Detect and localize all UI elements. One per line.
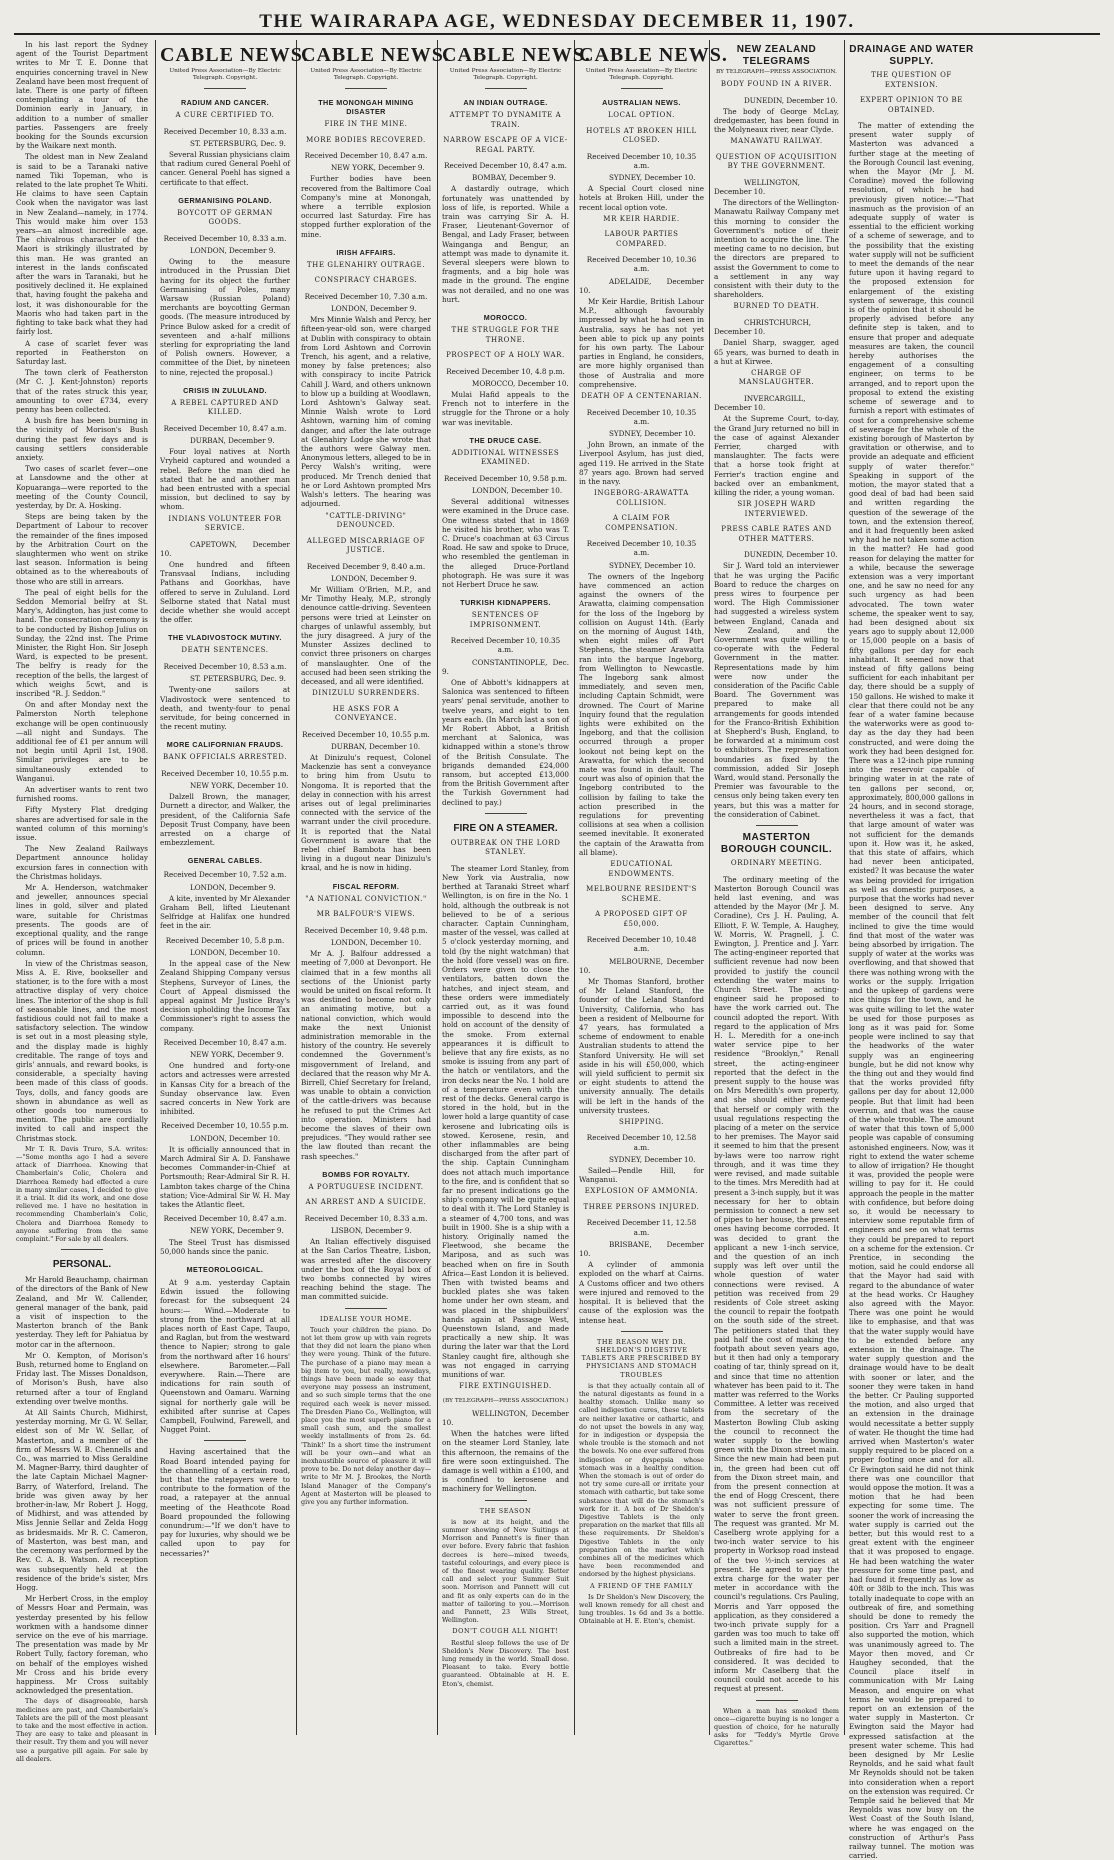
received-dateline: Received December 11, 12.58 a.m. [586,1218,697,1237]
article-paragraph: The matter of extending the present water supply of Masterton was advanced a further stage at the meeting of the Borough Council last evening, when the Mayor (Mr J. M. Coradine) moved the following resolution, of which he had previously given notice:—"That inasmuch as the provision of an adequate supply of water is essential to the efficient working of a scheme of sewerage, and to the possibility that the existing water supply will not be sufficient to meet the demands of the near future upon it having regard to the proposed extension for enlargement of the existing system of sewerage, this council is of the opinion that it should be properly advised before any definite step is taken, and to ensure that proper and adequate measures are taken, the council hereby authorises the engagement of a consulting engineer, on terms to be arranged, and to report upon the proposal to extend the existing scheme of sewerage and to furnish a report with estimates of cost for a comprehensive scheme of sewerage for the whole of the existing borough of Masterton by gravitation or otherwise, and to provide an adequate and efficient supply of water therefor." Speaking in support of the motion, the mayor stated that a good deal of bad had been said and written regarding the question of the sewerage of the town, and the extension thereof, and it had frequently been asked why had he not taken some action in the matter? He had good reason for delaying the matter for a while, because the sewerage extension was a very important one, and he saw no need for any such urgency as had been advocated. The town water scheme, the speaker went to say, had been designed about six years ago to supply about 12,000 or 15,000 people on a basis of fifty gallons per day for each inhabitant. It seemed now that instead of fifty gallons being sufficient for each inhabitant per day, there should be a supply of 150 gallons. He wished to make it clear that there could not be any fear of a water famine because the waterworks were as good to-day as the day they had been constructed, and were doing the work they had been designed for. There was a 12-inch pipe running into the reservoir capable of bringing water in at the rate of ten gallons per second, or, approximately, 800,000 gallons in 24 hours, and in second storage, nevertheless it was a fact, that that large amount of water was not sufficient for the demands upon it. How was it, he asked, that this state of affairs, which had never been anticipated, existed? It was because the water was being provided for irrigation as well as domestic purposes, a purpose that the works had never been designed to serve. Any member of the council that felt inclined to give the time would find that most of the water was being absorbed by irrigation. The supply of water at the works was overflowing, and that showed that there was nothing wrong with the works or the supply. Irrigation and the upkeep of gardens were nice things for the town, and he was quite willing to let the water be used for those purposes as long as it was paid for. Some people were inclined to say that the headworks of the water supply was an engineering bungle, but he did not know why the thing out and they would find that the works provided fifty gallons per day for about 12,000 people. But that limit had been overrun, and that was the cause of the whole trouble. The amount of water that this town of 5,000 people was capable of consuming astonished engineers. Now, was it right to extend the water scheme to allow of irrigation? He thought it was, provided the people were willing to pay for it. He could approach the people in the matter with confidence, but before doing so, it would be necessary to interview some reputable firm of engineers and see on what terms they could be prepared to report on a scheme for the extension. Cr Prentice, in seconding the motion, said he could endorse all that the Mayor had said with regard to the abundance of water at the head works. Cr Haughey also agreed with the Mayor. There was one point he would like to emphasise, and that was that the water supply would have to be extended before any extension in the drainage. The water supply question and the drainage would have to be dealt with sooner or later, and the sooner they were taken in hand the better. Cr Pauling supported the motion, and also urged that an extension in the drainage would necessitate a better supply of water. He thought the time had arrived when Masterton's water supply required to be placed on a proper footing once and for all. Cr Ewington said he did not think there was one councillor that would oppose the motion. It was a motion that he had been expecting for some time. The sooner the work of increasing the water supply is carried out the better, but this would rest to a great extent with the engineer that it was proposed to engage. He had been watching the water pressure for some time past, and had found it frequently as low as 40ft or 38lb to the inch. This was totally inadequate to cope with an outbreak of fire, and something should be done to remedy the position. Crs Yarr and Pragnell also supported the motion, which was unanimously agreed to. The Mayor then moved, and Cr Haughey seconded, that the Council place itself in communication with Mr Laing Meason, and enquire on what terms he would be prepared to report on an extension of the water supply in Masterton. Cr Ewington said the Mayor had expressed satisfaction at the present water scheme. This had been designed by Mr Leslie Reynolds, and he said what fault Mr Reynolds should not be taken into consideration when a report on the extension was required. Cr Temple said he believed that Mr Reynolds was now busy on the West Coast of the South Island, where he was engaged on the construction of Arthur's Pass railway tunnel. The motion was carried. [849,121,974,1860]
received-dateline: Received December 10, 9.48 p.m. [304,925,428,935]
article-subheading: PRESS CABLE RATES AND OTHER MATTERS. [721,525,832,543]
received-dateline: Received December 10, 10.55 p.m. [161,1121,289,1131]
article-subheading: THE QUESTION OF EXTENSION. [871,71,952,89]
article-subheading: DEATH OF A CENTENARIAN. [581,392,702,401]
received-dateline: Received December 10, 7.52 a.m. [163,870,287,880]
separator-rule [61,1249,103,1250]
article-paragraph: One of Abbott's kidnappers at Salonica was sentenced to fifteen years' penal servitude, another to twelve years, and eight to ten years each. (In March last a son of Mr Robert Abbot, a British merchant at Salonica, was kidnapped within a stone's throw of the British Consulate. The brigands demanded £24,000 ransom, but accepted £13,000 from the British Government after the Turkish Government had declined to pay.) [442,678,569,807]
article-subheading: PROSPECT OF A HOLY WAR. [446,351,565,360]
dateline-place: MELBOURNE, December 10. [579,956,704,975]
press-credit: United Press Association—By Electric Telegraph. Copyright. [169,68,281,81]
article-heading: GENERAL CABLES. [187,856,263,866]
article-paragraph: A Special Court closed nine hotels at Broken Hill, under the recent local option vote. [579,184,704,212]
advertisement-text: Restful sleep follows the use of Dr Sheldon's New Discovery. The best lung remedy in the world. Small dose. Pleasant to take. Every bottle guaranteed. Obtainable at H. E. Eton's, chemist. [442,1638,569,1688]
article-subheading: MELBOURNE RESIDENT'S SCHEME. [586,885,697,903]
article-subheading: NARROW ESCAPE OF A VICE-REGAL PARTY. [443,136,568,154]
received-dateline: Received December 10, 10.35 a.m. [450,636,561,655]
column-divider [574,40,575,1735]
article-subheading: MANAWATU RAILWAY. [730,137,823,146]
column-7 [849,40,1099,1860]
masthead-rule [14,33,1100,35]
article-paragraph: At 9 a.m. yesterday Captain Edwin issued the following forecast for the subsequent 24 hours:— Wind.—Moderate to strong from the northward at all places north of East Cape, Taupo, and Raglan, but from the westward thence to Napier; strong to gale from the northward after 16 hours' elsewhere. Barometer.—Fall everywhere. Rain.—There are indications for rain south of Queenstown and Oamaru. Warning signal for northerly gale will be exhibited after sunrise at Capes Campbell, Foulwind, Farewell, and Nugget Point. [160,1277,290,1435]
received-dateline: Received December 10, 8.47 a.m. [163,1214,287,1224]
council-heading: MASTERTON BOROUGH COUNCIL. [720,832,833,856]
article-paragraph: Daniel Sharp, swagger, aged 65 years, was burned to death in a hut at Kirwee. [714,338,839,366]
dateline-place: WELLINGTON, December 10. [714,177,800,197]
advertisement-text: Mr T. R. Davis Truro, S.A. writes:—"Some months ago I had a severe attack of Diarrhoea. Knowing that Chamberlain's Colic, Cholera and Diarrhoea Remedy had effected a cure in many similar cases, I decided to give it a trial. It did its work, and one dose relieved me. I have no hesitation in recommending Chamberlain's Colic, Cholera and Diarrhoea Remedy to anyone suffering from the same complaint." For sale by all dealers. [16,1144,148,1243]
separator-rule [485,1500,527,1501]
article-subheading: "A NATIONAL CONVICTION." [305,894,427,903]
press-credit: United Press Association—By Electric Telegraph. Copyright. [585,68,698,81]
article-subheading: A PROPOSED GIFT OF £50,000. [595,910,688,928]
column-divider [155,40,156,1735]
article-paragraph: Mr A. Henderson, watchmaker and jeweller, announces special lines in gold, silver and plated ware, suitable for Christmas presents. The goods are of exceptional quality, and the range of prices will be found in another column. [16,883,148,957]
separator-rule [204,88,246,89]
dateline-place: LONDON, December 9. [190,245,276,255]
dateline-place: SYDNEY, December 10. [609,428,696,438]
received-dateline: Received December 10, 10.35 a.m. [586,407,697,426]
article-paragraph: The steamer Lord Stanley, from New York via Australia, now berthed at Taranaki Street wharf Wellington, is on fire in the No. 1 hold, although the outbreak is not believed to be of a serious character. Captain Cunningham, master of the vessel, was called at 5 o'clock yesterday morning, and told (by the night watchman) that the hold (fore vessel) was on fire. Orders were given to close the ventilators, batten down the hatches, and inject steam, and these orders were immediately carried out, as it was found impossible to descend into the hold on account of the density of the smoke. From external appearances it is difficult to believe that any fire exists, as no smoke is issuing from any part of the hatch or ventilators, and the iron decks near the No. 1 hold are of a temperature even with the rest of the decks. General cargo is stored in the hold, but in the lower hold a large quantity of case kerosene and lubricating oils is stowed. Kerosene, resin, and other inflammables are being discharged from the after part of the ship. Captain Cunningham does not attach much importance to the fire, and is confident that so far no present indications go the ship's company will be quite equal to deal with it. The Lord Stanley is a steamer of 4,700 tons, and was built in 1900. She is a ship with a history. Originally named the Fleetwood, she became the Mariposa, and as such was beached when on fire in South Africa—East London it is believed. Then with twisted beams and buckled plates she was taken home under her own steam, and was placed in the shipbuilders' hands again at Passage West, Queenstown Island, and made practically a new ship. It was during the later war that the Lord Stanley caught fire, although she was not engaged in carrying munitions of war. [442,863,569,1380]
article-heading: MORE CALIFORNIAN FRAUDS. [166,740,284,750]
received-dateline: Received December 10, 8.47 a.m. [163,423,287,433]
cable-news-heading: CABLE NEWS. [301,44,450,66]
dateline-place: CAPETOWN, December 10. [160,539,290,558]
advertisement-heading: A FRIEND OF THE FAMILY [590,1581,693,1590]
column-1 [16,40,148,1763]
article-subheading: HOTELS AT BROKEN HILL CLOSED. [586,126,697,144]
article-subheading: "CATTLE-DRIVING" DENOUNCED. [325,511,407,529]
received-dateline: Received December 10, 8.47 a.m. [444,161,567,170]
dateline-place: NEW YORK, December 9. [190,1049,284,1059]
dateline-place: DURBAN, December 10. [331,741,421,751]
article-paragraph: Mr Harold Beauchamp, chairman of the directors of the Bank of New Zealand, and Mr W. Callender, general manager of the bank, paid a visit of inspection to the Masterton branch of the Bank yesterday. They left for Pahiatua by motor car in the afternoon. [16,1275,148,1349]
dateline-place: LONDON, December 9. [190,882,276,892]
article-paragraph: John Brown, an inmate of the Liverpool Asylum, has just died, aged 119. He arrived in the State 87 years ago. Brown had served in the navy. [579,440,704,486]
article-paragraph: In the appeal case of the New Zealand Shipping Company versus Stephens, Surveyor of Lines, the Court of Appeal dismissed the appeal against Mr Justice Bray's decision upholding the Income Tax Commissioner's right to assess the company. [160,959,290,1033]
article-paragraph: The town clerk of Featherston (Mr C. J. Kent-Johnston) reports that of the rates struck this year, amounting to over £734, every penny has been collected. [16,368,148,414]
article-paragraph: A cylinder of ammonia exploded on the wharf at Cairns. A Customs officer and two others were injured and removed to the hospital. It is believed that the cause of the explosion was the intense heat. [579,1260,704,1325]
column-2 [160,40,309,1739]
article-subheading: ATTEMPT TO DYNAMITE A TRAIN. [449,111,562,129]
received-dateline: Received December 10, 9.58 p.m. [443,473,568,483]
received-dateline: Received December 10, 10.48 a.m. [586,935,697,954]
drainage-heading: DRAINAGE AND WATER SUPPLY. [849,44,974,67]
article-heading: THE VLADIVOSTOCK MUTINY. [168,633,282,643]
article-subheading: CHARGE OF MANSLAUGHTER. [738,368,815,387]
article-paragraph: In his last report the Sydney agent of the Tourist Department writes to Mr T. E. Donne that enquiries concerning travel in New Zealand have been most frequent of late. There is one party of fifteen contemplating a tour of the Dominion early in January, in addition to a number of smaller parties. Passengers are freely booking for the Sounds excursion by the Waikare next month. [16,40,148,151]
article-paragraph: Sir J. Ward told an interviewer that he was urging the Pacific Board to reduce the charges on press wires to fourpence per word. The High Commissioner had suggested a wireless system between England, Canada and New Zealand, and the Government was quite willing to co-operate with the Federal Government in the matter. Representations made by him were now under the consideration of the Pacific Cable Board. The Government was prepared to make all arrangements for goods intended for the Franco-British Exhibition at Shepherd's Bush, England, to be forwarded at a minimum cost to exhibitors. The representation boundaries as fixed by the commission, added Sir Joseph Ward, would stand. Personally the Premier was favourable to the census only being taken every ten years, but this was a matter for the consideration of Cabinet. [714,561,839,819]
article-heading: GERMANISING POLAND. [178,195,272,205]
article-subheading: FIRE IN THE MINE. [324,120,408,128]
article-heading: AUSTRALIAN NEWS. [602,98,681,107]
article-paragraph: The Steel Trust has dismissed 50,000 hands since the panic. [160,1237,290,1256]
dateline-place: NEW YORK, December 9. [190,1226,284,1236]
article-subheading: A PORTUGUESE INCIDENT. [308,1182,424,1191]
article-paragraph: Two cases of scarlet fever—one at Lansdowne and the other at Kopuaranga—were reported to the meeting of the County Council, yesterday, by Dr. A. Hosking. [16,464,148,510]
article-heading: CRISIS IN ZULULAND. [183,385,267,395]
advertisement-text: When a man has smoked them once—cigarette buying is no longer a question of choice, for he naturally asks for "Teddy's Myrtle Grove Cigarettes." [714,1706,839,1748]
article-paragraph: Four loyal natives at North Vryheid captured and wounded a rebel. Before the man died he stated that he and another man had been entrusted with a special mission, but declined to say by whom. [160,447,290,512]
article-subheading: BANK OFFICIALS ARRESTED. [162,753,288,762]
dateline-place: SYDNEY, December 10. [609,172,696,182]
column-4 [442,40,591,1739]
dateline-place: BRISBANE, December 10. [579,1239,704,1259]
dateline-place: CONSTANTINOPLE, Dec. 9. [442,657,569,676]
article-paragraph: Steps are being taken by the Department of Labour to recover the remainder of the fines imposed by the Arbitration Court on the slaughtermen who went on strike last season. Information is being obtained as to the whereabouts of those who are still in arrears. [16,512,148,586]
received-dateline: Received December 10, 8.33 a.m. [163,126,287,136]
article-paragraph: Owing to the measure introduced in the Prussian Diet having for its object the further Germanising of Poles, many Warsaw (Russian Poland) merchants are boycotting German goods. (The measure introduced by Prince Bulow asked for a credit of seventeen and a-half millions sterling for expropriating the land of Polish owners. However, a committee of the Diet, by nineteen to nine, rejected the proposal.) [160,257,290,377]
dateline-place: ST. PETERSBURG, Dec. 9. [190,674,286,684]
article-paragraph: One hundred and forty-one actors and actresses were arrested in Kansas City for a breach of the Sunday observance law. Even sacred concerts in New York are inhibited. [160,1061,290,1117]
article-paragraph: When the hatches were lifted on the steamer Lord Stanley, late this afternoon, the remains of the fire were soon extinguished. The damage is well within a £100, and is confined to kerosene and machinery for Wellington. [442,1429,569,1494]
article-subheading: MR BALFOUR'S VIEWS. [316,910,416,919]
article-heading: THE MONONGAH MINING DISASTER [318,98,414,116]
separator-rule [204,1440,246,1441]
advertisement-text: Is Dr Sheldon's New Discovery, the well known remedy for all chest and lung troubles. 1s 6d and 3s a bottle. Obtainable at H. E. Eton's, chemist. [579,1592,704,1626]
article-paragraph: Dalzell Brown, the manager, Durnett a director, and Walker, the president, of the California Safe Deposit Trust Company, have been arrested on a charge of embezzlement. [160,792,290,848]
article-subheading: THE STRUGGLE FOR THE THRONE. [451,326,560,344]
column-divider [296,40,297,1735]
column-6 [714,40,839,1748]
article-subheading: DINIZULU SURRENDERS. [312,689,420,698]
article-paragraph: The oldest man in New Zealand is said to be a Taranaki native named Tiki Topeman, who is related to the late prophet Te Whiti. He claims to have seen Captain Cook when the navigator was last in New Zealand—namely, in 1774. This would make him over 153 years—an almost incredible age. The chivalrous character of the Maori is strikingly illustrated by this man. He was granted an interest in the lands confiscated after the wars in Taranaki, but he positively declined it. He explained that, having fought the pakeha and lost, it was dishonourable for the Maoris who had taken part in the fighting to take back what they had fairly lost. [16,152,148,337]
received-dateline: Received December 10, 4.8 p.m. [446,366,565,376]
received-dateline: Received December 10, 8.53 a.m. [163,661,287,671]
dateline-place: NEW YORK, December 10. [190,781,289,791]
article-subheading: ORDINARY MEETING. [730,859,823,868]
column-divider [437,40,438,1735]
article-paragraph: Mulai Hafid appeals to the French not to interfere in the struggle for the Throne or a holy war was inevitable. [442,389,569,427]
article-subheading: MR KEIR HARDIE. [603,214,680,223]
article-subheading: LOCAL OPTION. [608,111,675,119]
dateline-place: ADELAIDE, December 10. [579,276,704,295]
article-heading: IRISH AFFAIRS. [336,247,396,257]
article-subheading: LABOUR PARTIES COMPARED. [604,230,679,248]
dateline-place: NEW YORK, December 9. [331,163,425,173]
article-subheading: HE ASKS FOR A CONVEYANCE. [332,704,400,723]
advertisement-heading: IDEALISE YOUR HOME. [320,1314,412,1323]
article-paragraph: A dastardly outrage, which fortunately was unattended by loss of life, is reported. While a train was carrying Sir A. H. Fraser, Lieutenant-Governor of Bengal, and Lady Fraser, between Wainganga and Bengur, an attempt was made to dynamite it. Several sleepers were blown to fragments, and a big hole was made in the ground. The engine was not derailed, and no one was hurt. [442,184,569,304]
advertisement-heading: DON'T COUGH ALL NIGHT! [452,1627,559,1636]
dateline-place: INVERCARGILL, December 10. [714,393,806,413]
masthead-title: THE WAIRARAPA AGE, WEDNESDAY DECEMBER 11, 1907. [259,11,855,32]
article-paragraph: A case of scarlet fever was reported in Featherston on Saturday last. [16,338,148,366]
article-paragraph: Several additional witnesses were examined in the Druce case. One witness stated that in 1869 he visited his brother, who was T. C. Druce's coachman at 63 Circus Road. He saw and spoke to Druce, who resembled the gentleman in the alleged Druce-Portland photograph. He was sure it was not Herbert Druce he saw. [442,497,569,589]
dateline-place: DUNEDIN, December 10. [744,550,838,560]
article-heading: FIRE ON A STEAMER. [453,822,558,834]
article-paragraph: On and after Monday next the Palmerston North telephone exchange will be open continuously—all night and Sundays. The additional fee of £1 per annum will not begin until April 1st, 1908. Similar privileges are to be simultaneously extended to Wanganui. [16,700,148,783]
nz-telegrams-heading: NEW ZEALAND TELEGRAMS [736,44,817,67]
article-subheading: MORE BODIES RECOVERED. [306,135,426,144]
advertisement-text: The days of disagreeable, harsh medicines are past, and Chamberlain's Tablets are the pill of the most pleasant to take and the most effective in action. They are easy to take and pleasant in their result. Try them and you will never use a purgative pill again. For sale by all dealers. [16,1697,148,1763]
dateline-place: SYDNEY, December 10. [609,560,696,570]
article-heading: THE DRUCE CASE. [469,435,542,445]
article-subheading: ADDITIONAL WITNESSES EXAMINED. [451,448,560,467]
article-paragraph: Mr O. Kempton, of Morison's Bush, returned home to England on Friday last. The Misses Donaldson, of Morison's Bush, have also returned after a tour of England extending over twelve months. [16,1350,148,1406]
press-credit: United Press Association—By Electric Telegraph. Copyright. [449,68,562,81]
cable-news-heading: CABLE NEWS. [579,44,728,66]
received-dateline: Received December 10, 8.33 a.m. [163,233,287,243]
article-subheading: SIR JOSEPH WARD INTERVIEWED. [737,500,816,518]
press-credit: United Press Association—By Electric Telegraph. Copyright. [310,68,422,81]
advertisement-text: Touch your children the piano. Do not let them grow up with vain regrets that they did not learn the piano when they were young. Think of the future. The purchase of a piano may mean a big item to you, but really, nowadays, things have been made so easy that everyone may possess an instrument, and so such simple terms that the one required each week is never missed. The Dresden Piano Co., Wellington, will place you the most superb piano for a small cash sum, and the smallest weekly installments of from 2s. 6d. 'Think!' In a short time the instrument will be your own—and what an inexhaustible source of pleasure it will prove to be. Do not delay another day—write to Mr M. J. Brookes, the North Island Manager of the Company's Agent at Masterton will be pleased to give you any further information. [301,1325,431,1507]
article-heading: BOMBS FOR ROYALTY. [322,1169,410,1179]
article-paragraph: Mr Herbert Cross, in the employ of Messrs Hoar and Permain, was yesterday presented by his fellow workmen with a handsome dinner service on the eve of his marriage. The presentation was made by Mr Robert Tully, factory foreman, who on behalf of the employes wished Mr Cross and his bride every happiness. Mr Cross suitably acknowledged the presentation. [16,1594,148,1696]
dateline-place: LONDON, December 9. [331,304,417,314]
article-paragraph: The peal of eight bells for the Seddon Memorial belfry at St. Mary's, Addington, has just come to hand. The consecration ceremony is to be conducted by Bishop Julius on Sunday, the 22nd inst. The Prime Minister, the Right Hon. Sir Joseph Ward, is expected to be present. The belfry is ready for the reception of the bells, the largest of which weighs 5cwt, and is inscribed "R. J. Seddon." [16,587,148,699]
dateline-place: LONDON, December 10. [190,1133,281,1143]
section-heading-personal: PERSONAL. [52,1259,112,1271]
article-subheading: A CURE CERTIFIED TO. [175,111,275,119]
dateline-place: WELLINGTON, December 10. [442,1408,569,1427]
separator-rule [756,1700,798,1701]
press-credit: BY TELEGRAPH—PRESS ASSOCIATION. [716,69,837,75]
separator-rule [345,1308,387,1309]
column-divider [709,40,710,1735]
article-heading: TURKISH KIDNAPPERS. [460,598,551,608]
dateline-place: DURBAN, December 9. [190,435,275,445]
received-dateline: Received December 10, 5.8 p.m. [165,935,285,945]
dateline-place: BOMBAY, December 9. [472,173,556,183]
article-paragraph: The directors of the Wellington-Manawatu Railway Company met this morning to consider the Government's notice of their intention to acquire the line. The meeting came to no decision, but the directors are prepared to assist the Government to come to a settlement in any way consistent with their duty to the shareholders. [714,198,839,300]
received-dateline: Received December 10, 10.35 a.m. [586,151,697,170]
article-subheading: OUTBREAK ON THE LORD STANLEY. [450,838,561,857]
received-dateline: Received December 10, 10.55 p.m. [302,729,430,739]
dateline-place: LISBON, December 9. [331,1225,412,1235]
article-paragraph: The ordinary meeting of the Masterton Borough Council was held last evening, and was attended by the Mayor (Mr J. M. Coradine), Crs J. H. Pauling, A. Elliott, F. W. Temple, A. Haughey, W. Morris, W. Pragnell, J. C. Ewington, J. Prentice and J. Yarr. The acting-engineer reported that sufficient revenue had now been provided to justify the council extending the water mains to Church Street. The acting-engineer said he proposed to have the work carried out. The council adopted the report. With regard to the application of Mrs H. L. Meredith for a one-inch water service pipe to her residence "Brooklyn," Renall street, the acting-engineer reported that the defect in the present supply to the house was on Mrs Meredith's own property, and she should either remedy that herself or comply with the usual regulations respecting the placing of a meter on the service to her premises. The Mayor said it seemed to him that the present by-laws were too narrow right through, and it was time they were revised, and made suitable to the times. Mrs Meredith had at present a 3-inch supply, but it was necessary for her to obtain permission to connect a new set of pipes to her house, the present ones having become corroded. It was decided to grant the applicant a new 1-inch service, and the question of an inch supply was left over until the whole question of water connections were revised. A petition was received from 29 residents of Cole street asking the council to repair the footpath on the south side of the street. The petitioners stated that they paid half the cost of making the footpath about seven years ago, but it then had only a temporary coating of tar, thinly spread on it, and since that time no attention whatever has been paid to it. The matter was referred to the Works Committee. A letter was received from the secretary of the Masterton Bowling Club asking the council to reconnect the water supply to the bowling green with the Dixon street main. Since the new main had been put in, the green had been cut off from the Dixon street main, and from the present connection at the end of Hogg Crescent, there was not sufficient pressure of water to serve the front green. The request was granted. Mr M. Caselberg wrote applying for a two-inch water service to his property in Worksop road instead of the two ½-inch services at present. He agreed to pay the extra charge for the water per meter in accordance with the council's regulations. Crs Pauling, Morris and Yarr opposed the application, as they considered a two-inch private supply for a garden was too much to take off such a limited main in the street. Outbreaks of fire had to be considered. It was decided to inform Mr Caselberg that the council could not accede to his request at present. [714,874,839,1694]
article-subheading: A REBEL CAPTURED AND KILLED. [171,398,279,417]
article-subheading: INDIANS VOLUNTEER FOR SERVICE. [168,514,282,533]
article-paragraph: At the Supreme Court, to-day, the Grand Jury returned no bill in the case of against Alexander Ferrier, charged with manslaughter. The facts were that a horse took fright at Ferrier's traction engine and backed over an embankment, killing the rider, a young woman. [714,414,839,497]
article-paragraph: Several Russian physicians claim that radium cured General Poehl of cancer. General Poehl has signed a certificate to that effect. [160,149,290,187]
dateline-place: LONDON, December 10. [190,947,281,957]
article-paragraph: An advertiser wants to rent two furnished rooms. [16,785,148,804]
received-dateline: Received December 10, 10.55 p.m. [161,768,289,778]
article-paragraph: A bush fire has been burning in the vicinity of Morison's Bush during the past few days and is causing settlers considerable anxiety. [16,416,148,462]
article-paragraph: Further bodies have been recovered from the Baltimore Coal Company's mine at Monongah, where a terrible explosion occurred last Saturday. Fire has stopped further exploration of the mine. [301,174,431,239]
article-paragraph: Mrs Minnie Walsh and Percy, her fifteen-year-old son, were charged at Dublin with conspiracy to obtain from Lord Ashtown and Corrovin Trench, his agent, and a relative, money by false pretences; also with conspiracy to incite Patrick Cahill J. Ward, and others unknown to blow up a building at Woodlawn, Lord Ashtown's Galway seat. Minnie Walsh wrote to Lord Ashtown, warning him of coming danger, and after the late outrage at Glenahiry Lodge she wrote that the authors were Galway men. Anonymous letters, alleged to be in Percy Walsh's writing, were produced. Mr Trench denied that he or Lord Ashtown prompted Mrs Walsh's letters. The hearing was adjourned. [301,315,431,509]
article-subheading: AN ARREST AND A SUICIDE. [305,1198,427,1207]
dateline-place: DUNEDIN, December 10. [744,95,838,105]
received-dateline: Received December 9, 8.40 a.m. [306,561,426,571]
advertisement-heading: THE REASON WHY DR. SHELDON'S DIGESTIVE TABLETS ARE PRESCRIBED BY PHYSICIANS AND STOMACH TROUBLES [581,1337,702,1379]
article-paragraph: The body of George McLay, dredgemaster, has been found in the Molyneaux river, near Clyde. [714,106,839,135]
separator-rule [345,88,387,89]
received-dateline: Received December 10, 8.33 a.m. [304,1213,428,1223]
separator-rule [485,88,527,89]
article-paragraph: At All Saints Church, Midhirst, yesterday morning, Mr G. W. Sellar, eldest son of Mr W. Sellar, of Masterton, and a member of the firm of Messrs W. B. Chennells and Co., was married to Miss Geraldine M. Magner-Barry, third daughter of the late Captain Michael Magner-Barry, of Waterford, Ireland. The bride was given away by her brother-in-law, Mr Robert J. Hogg, of Midhirst, and was attended by Miss Jennie Sellar and Zelda Hogg as bridesmaids. Mr R. C. Cameron, of Masterton, was best man, and the ceremony was performed by the Rev. C. A. B. Watson. A reception was subsequently held at the residence of the bride's sister, Mrs Hogg. [16,1408,148,1592]
separator-rule [756,825,798,826]
article-paragraph: Having ascertained that the Road Board intended paying for the channelling of a certain road, but that the ratepayers were to contribute to the formation of the road, a ratepayer at the annual meeting of the Heathcote Road Board propounded the following conundrum:—"If we don't have to pay for luxuries, why should we be called upon to pay for necessaries?" [160,1447,290,1558]
article-subheading: THREE PERSONS INJURED. [583,1202,700,1211]
press-credit: (BY TELEGRAPH—PRESS ASSOCIATION.) [442,1397,569,1404]
masthead [0,0,1114,34]
article-paragraph: Fifty Mystery Flat dredging shares are advertised for sale in the wanted column of this morning's issue. [16,805,148,843]
article-paragraph: It is officially announced that in March Admiral Sir A. D. Fanshawe becomes Commander-in-Chief at Portsmouth; Rear-Admiral Sir R. H. Lambton takes charge of the China station; Vice-Admiral Sir W. H. May takes the Atlantic fleet. [160,1144,290,1209]
article-subheading: BURNED TO DEATH. [733,302,820,311]
article-subheading: ALLEGED MISCARRIAGE OF JUSTICE. [306,536,426,554]
article-heading: FISCAL REFORM. [332,881,400,891]
article-subheading: BOYCOTT OF GERMAN GOODS. [177,208,273,227]
article-paragraph: An Italian effectively disguised at the San Carlos Theatre, Lisbon, was arrested after the discovery under the box of the Royal box of two bombs connected by wires reaching behind the stage. The man committed suicide. [301,1237,431,1302]
article-subheading: FIRE EXTINGUISHED. [459,1382,552,1391]
separator-rule [621,88,663,89]
article-subheading: DEATH SENTENCES. [181,646,269,655]
separator-rule [621,1331,663,1332]
cable-news-heading: CABLE NEWS. [442,44,591,66]
article-paragraph: One hundred and fifteen Transvaal Indians, including Pathans and Goorkhas, have offered to serve in Zululand. Lord Selborne stated that Natal must decide whether she would accept the offer. [160,560,290,625]
article-paragraph: At Dinizulu's request, Colonel Mackenzie has sent a conveyance to bring him from Usutu to Nongoma. It is reported that the delay in connection with his arrest arises out of legal preliminaries connected with the service of the warrant under the civil procedure. It is reported that the Natal Government is aware that the rebel chief Bambota has been living in a dugout near Dinizulu's kraal, and he is now in hiding. [301,753,431,873]
article-subheading: THE GLENAHIRY OUTRAGE. [306,260,426,269]
dateline-place: CHRISTCHURCH, December 10. [714,317,812,337]
received-dateline: Received December 10, 12.58 a.m. [586,1133,697,1152]
column-divider [844,40,845,1735]
separator-rule [485,813,527,814]
article-paragraph: Mr Keir Hardie, British Labour M.P., although favourably impressed by what he had seen in Australia, says he has not yet been able to pick up any points for his own party. The Labour parties in England, he considers, are more highly organised than those of Australia and more comprehensive. [579,297,704,389]
dateline-place: SYDNEY, December 10. [609,1154,696,1164]
article-subheading: QUESTION OF ACQUISITION BY THE GOVERNMENT. [715,152,838,171]
article-subheading: SENTENCES OF IMPRISONMENT. [469,611,542,629]
dateline-place: LONDON, December 10. [331,937,422,947]
dateline-place: LONDON, December 10. [472,485,563,495]
article-heading: RADIUM AND CANCER. [181,98,269,107]
article-paragraph: In view of the Christmas season, Miss A. E. Rive, bookseller and stationer, is to the fore with a most attractive display of very choice lines. The interior of the shop is full of seasonable lines, and the most fastidious could not fail to make a satisfactory selection. The window is set out in a most pleasing style, and the display made is highly creditable. The range of toys and girls' annuals, and reward books, is considerable, a specialty having been made of this class of goods. Toys, dolls, and fancy goods are shown in abundance as well as other goods too numerous to mention. The public are cordially invited to call and inspect the Christmas stock. [16,958,148,1143]
article-paragraph: The owners of the Ingeborg have commenced an action against the owners of the Arawatta, claiming compensation for the loss of the Ingeborg by collision on August 14th. (Early on the morning of August 14th, when eight miles off Port Stephens, the steamer Arawatta ran into the barque Ingeborg, from Wellington to Newcastle. The Ingeborg sank almost immediately, and seven men, including Captain Schmidt, were drowned. The Court of Marine Inquiry found that the regulation lights were exhibited on the Ingeborg, and that the collision occurred through a proper lookout not being kept on the Arawatta, for which the second mate was found in default. The court was also of opinion that the Ingeborg contributed to the collision by failing to take the action prescribed in the regulations for preventing collisions at sea when a collision seemed inevitable. It exonerated the captain of the Arawatta from all blame). [579,571,704,857]
article-subheading: EDUCATIONAL ENDOWMENTS. [608,860,675,878]
received-dateline: Received December 10, 10.35 a.m. [586,539,697,558]
article-paragraph: The New Zealand Railways Department announce holiday excursion fares in connection with the Christmas holidays. [16,844,148,881]
article-subheading: BODY FOUND IN A RIVER. [720,80,833,88]
article-subheading: SHIPPING. [619,1117,664,1126]
article-heading: MOROCCO. [483,313,528,323]
article-subheading: CONSPIRACY CHARGES. [314,276,418,285]
column-5 [579,40,728,1739]
column-3 [301,40,450,1739]
dateline-place: ST. PETERSBURG, Dec. 9. [190,138,286,148]
article-paragraph: A kite, invented by Mr Alexander Graham Bell, lifted Lieutenant Selfridge at Halifax one hundred feet in the air. [160,893,290,931]
advertisement-text: is now at its height, and the summer showing of New Suitings at Morrison and Pannett's is finer than ever before. Every fabric that fashion decrees is here—mixed tweeds, tasteful colourings, and every piece is of the finest wearing quality. Better call and select your Summer Suit soon. Morrison and Pannett will cut and fit as only experts can do in the matter of tailoring to you.—Morrison and Pannett, 23 Wills Street, Wellington. [442,1517,569,1625]
article-paragraph: Sailed—Pendle Hill, for Wanganui. [579,1166,704,1185]
received-dateline: Received December 10, 8.47 a.m. [304,151,428,160]
dateline-place: MOROCCO, December 10. [472,378,569,388]
article-paragraph: Twenty-one sailors at Vladivostock were sentenced to death, and twenty-four to penal servitude, for being concerned in the recent mutiny. [160,685,290,732]
article-heading: AN INDIAN OUTRAGE. [463,98,548,107]
cable-news-heading: CABLE NEWS. [160,44,309,66]
article-subheading: EXPLOSION OF AMMONIA. [584,1187,699,1196]
article-subheading: INGEBORG-ARAWATTA COLLISION. [594,489,689,507]
article-heading: METEOROLOGICAL. [186,1264,264,1274]
article-paragraph: Mr William O'Brien, M.P., and Mr Timothy Healy, M.P., strongly denounce cattle-driving. Seventeen persons were tried at Leinster on charges of unlawful assembly, but the jury disagreed. A jury of the Munster Assizes declined to convict three prisoners on charges of manslaughter. One of the accused had been seen striking the deceased, and all were identified. [301,584,431,686]
article-subheading: A CLAIM FOR COMPENSATION. [605,514,678,532]
received-dateline: Received December 10, 7.30 a.m. [304,291,428,301]
advertisement-heading: THE SEASON [479,1506,532,1515]
article-subheading: EXPERT OPINION TO BE OBTAINED. [859,96,964,114]
received-dateline: Received December 10, 8.47 a.m. [163,1037,287,1047]
article-paragraph: Mr A. J. Balfour addressed a meeting of 7,000 at Devonport. He claimed that in a few months all sections of the Unionist party would be united on fiscal reform. It was destined to become not only an animating motive, but a national conviction, which would make the next Unionist administration memorable in the history of the country. He severely condemned the Government's misgovernment of Ireland, and declared that the reason why Mr A. Birrell, Chief Secretary for Ireland, was unable to obtain a conviction of the cattle-drivers was because he refused to put the Crimes Act into operation. Ministers had become the slaves of their own prejudices. "They would rather see the law flouted than recant the rash speeches." [301,949,431,1161]
received-dateline: Received December 10, 10.36 a.m. [586,255,697,274]
dateline-place: LONDON, December 9. [331,573,417,583]
advertisement-text: is that they actually contain all of the natural digestants as found in a healthy stomach. Unlike many so called indigestion cures, these tablets are neither laxative or cathartic, and do not upset the bowels in any way, for in indigestion or dyspepsia the whole trouble is the stomach and not the bowels. No one ever suffered from indigestion or dyspepsia whose stomach was in a healthy condition. When the stomach is out of order do not try some cure-all or irritate your stomach with cathartic, but take some substance that will do the stomach's work for it. A box of Dr Sheldon's Digestive Tablets is the only preparation on the market that fills all these requirements. Dr Sheldon's Digestive Tablets in the only preparation on the market which combines all of the medicines which have been recommended and endorsed by the highest physicians. [579,1381,704,1579]
article-paragraph: Mr Thomas Stanford, brother of Mr Leland Stanford, the founder of the Leland Stanford University, California, who has been a resident of Melbourne for 47 years, has formulated a scheme of endowment to enable Australian students to attend the Stanford University. He will set aside in his will £50,000, which will yield sufficient to permit six or eight students to attend the university annually. The details will be left in the hands of the university trustees. [579,976,704,1115]
